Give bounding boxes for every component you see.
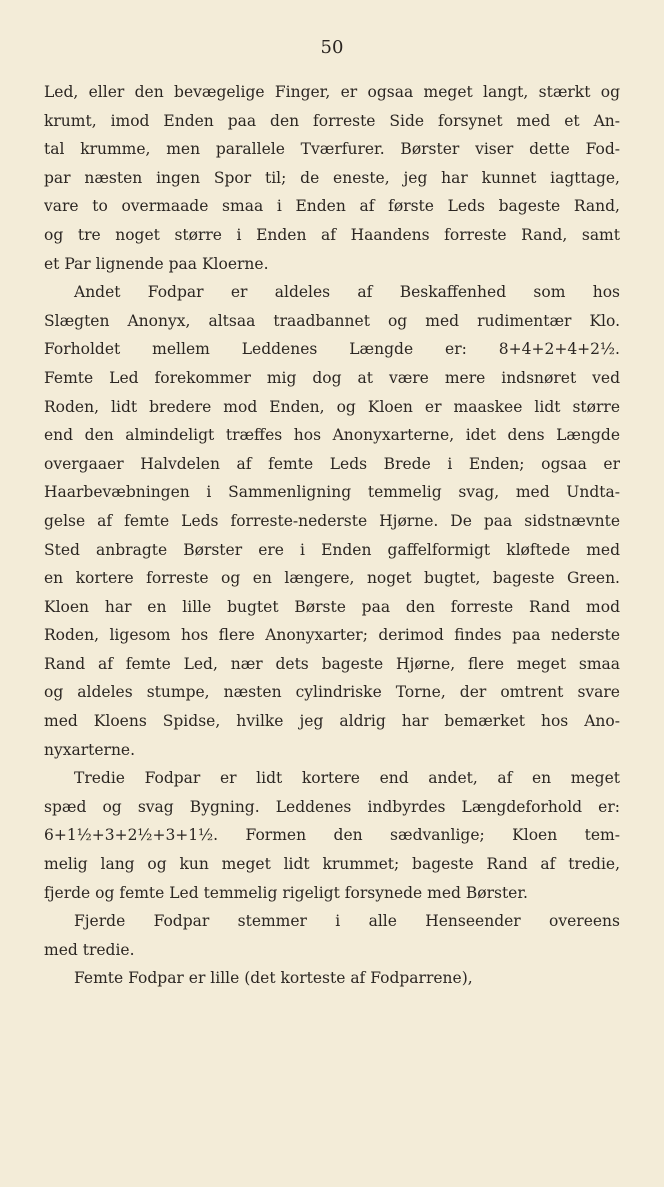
- text-line: Roden, lidt bredere mod Enden, og Kloen er maaskee lidt større: [44, 397, 620, 416]
- text-line: Haarbevæbningen i Sammenligning temmelig svag, med Undta-: [44, 483, 620, 502]
- text-line: Forholdet mellem Leddenes Længde er: 8+4+2+4+2½.: [44, 340, 620, 359]
- text-line: gelse af femte Leds forreste-nederste Hjørne. De paa sidstnævnte: [44, 511, 620, 530]
- text-line: tal krumme, men parallele Tværfurer. Børster viser dette Fod-: [44, 140, 620, 159]
- text-line: spæd og svag Bygning. Leddenes indbyrdes Længdeforhold er:: [44, 797, 620, 816]
- text-line: med Kloens Spidse, hvilke jeg aldrig har bemærket hos Ano-: [44, 712, 620, 731]
- text-line: krumt, imod Enden paa den forreste Side forsynet med et An-: [44, 111, 620, 130]
- text-line: Rand af femte Led, nær dets bageste Hjørne, flere meget smaa: [44, 654, 620, 673]
- text-line: en kortere forreste og en længere, noget bugtet, bageste Green.: [44, 569, 620, 588]
- text-line: Femte Led forekommer mig dog at være mere indsnøret ved: [44, 368, 620, 387]
- text-line: Sted anbragte Børster ere i Enden gaffelformigt kløftede med: [44, 540, 620, 559]
- text-line: Slægten Anonyx, altsaa traadbannet og med rudimentær Klo.: [44, 311, 620, 330]
- text-line: Andet Fodpar er aldeles af Beskaffenhed som hos: [74, 283, 620, 302]
- text-line: par næsten ingen Spor til; de eneste, jeg har kunnet iagttage,: [44, 168, 620, 187]
- text-line: Led, eller den bevægelige Finger, er ogsaa meget langt, stærkt og: [44, 83, 620, 101]
- text-line: Femte Fodpar er lille (det korteste af Fodparrene),: [74, 969, 473, 988]
- text-line: overgaaer Halvdelen af femte Leds Brede i Enden; ogsaa er: [44, 454, 620, 473]
- text-line: og tre noget større i Enden af Haandens forreste Rand, samt: [44, 225, 620, 244]
- text-line: nyxarterne.: [44, 740, 136, 759]
- page-number: 50: [320, 37, 344, 58]
- text-line: melig lang og kun meget lidt krummet; bageste Rand af tredie,: [44, 855, 620, 874]
- text-line: end den almindeligt træffes hos Anonyxarterne, idet dens Længde: [44, 426, 620, 445]
- text-line: og aldeles stumpe, næsten cylindriske Torne, der omtrent svare: [44, 683, 620, 702]
- text-line: 6+1½+3+2½+3+1½. Formen den sædvanlige; Kloen tem-: [44, 826, 620, 845]
- text-line: Kloen har en lille bugtet Børste paa den forreste Rand mod: [44, 597, 620, 616]
- text-line: fjerde og femte Led temmelig rigeligt forsynede med Børster.: [44, 883, 528, 902]
- text-line: Tredie Fodpar er lidt kortere end andet, af en meget: [74, 769, 620, 788]
- text-line: et Par lignende paa Kloerne.: [44, 254, 269, 273]
- body-text: [44, 78, 620, 993]
- text-line: Fjerde Fodpar stemmer i alle Henseender overeens: [74, 912, 620, 931]
- text-line: Roden, ligesom hos flere Anonyxarter; derimod findes paa nederste: [44, 626, 620, 645]
- text-line: vare to overmaade smaa i Enden af første Leds bageste Rand,: [44, 197, 620, 216]
- text-line: med tredie.: [44, 940, 135, 959]
